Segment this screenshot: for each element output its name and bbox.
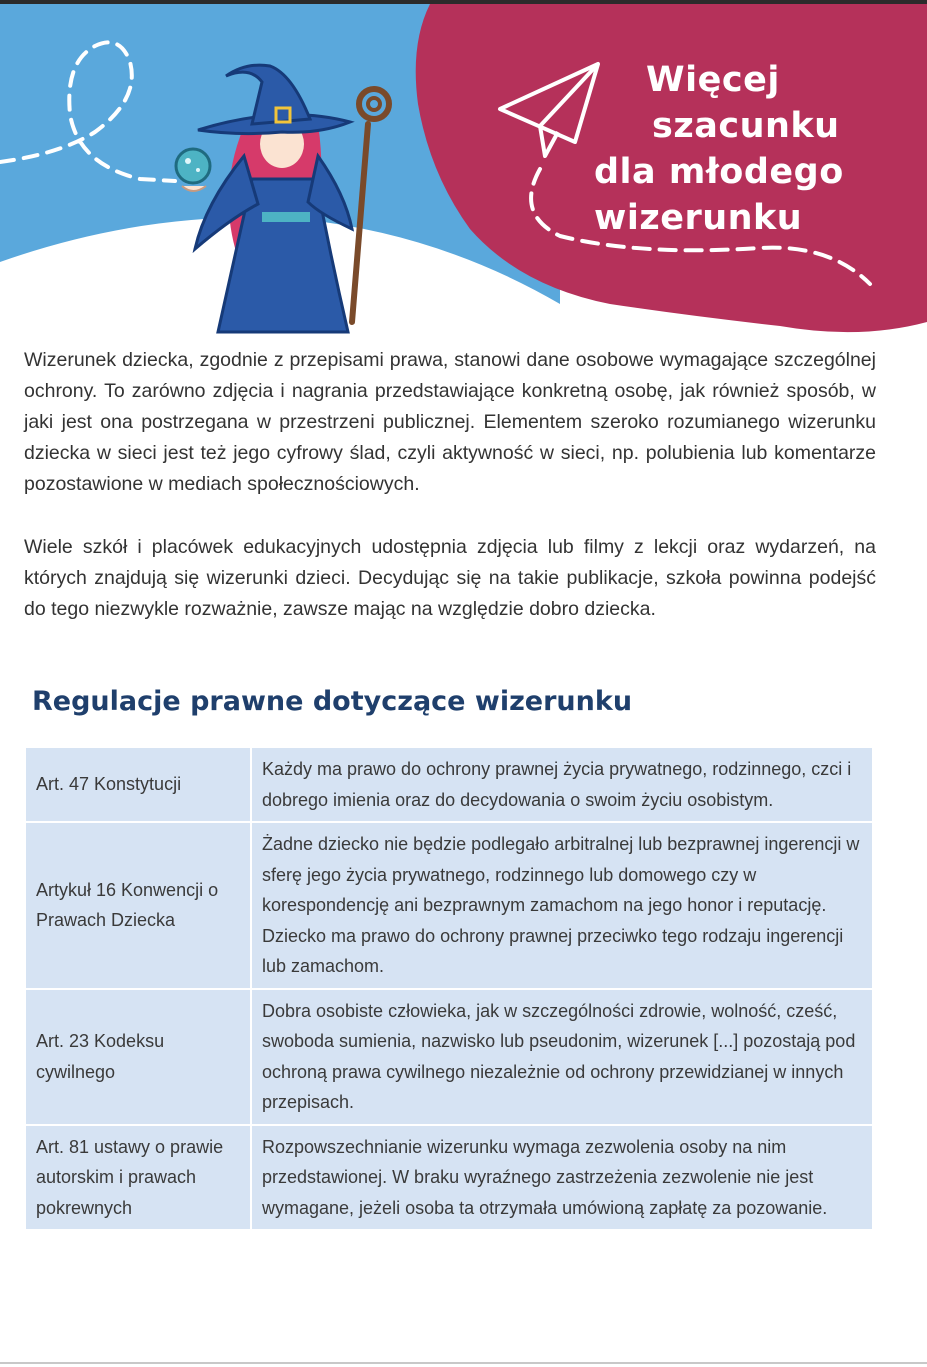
law-text-cell: Żadne dziecko nie będzie podlegało arbitralnej lub bezprawnej ingerencji w sferę jego życia prywatnego, rodzinnego lub domowego czy w korespondencję ani bezprawnym zamachom na jego honor i reputację. Dziecko ma prawo do ochrony prawnej przeciwko tego rodzaju ingerencji lub zamachom. [251,822,873,989]
table-row [25,822,873,989]
header-title-line-1: Więcej [646,60,780,100]
hero-banner [0,4,927,334]
regulations-table [24,746,874,1231]
section-title: Regulacje prawne dotyczące wizerunku [32,686,633,717]
law-text-cell: Rozpowszechnianie wizerunku wymaga zezwolenia osoby na nim przedstawionej. W braku wyraźnego zastrzeżenia zezwolenie nie jest wymagane, jeżeli osoba ta otrzymała umówioną zapłatę za pozowanie. [251,1125,873,1231]
law-name-cell: Art. 23 Kodeksu cywilnego [25,989,251,1125]
bottom-divider [0,1362,927,1364]
law-name-cell: Art. 81 ustawy o prawie autorskim i prawach pokrewnych [25,1125,251,1231]
law-name-cell: Art. 47 Konstytucji [25,747,251,822]
table-row [25,747,873,822]
header-title-line-2: szacunku [652,106,840,146]
header-title-line-4: wizerunku [594,198,803,238]
table-row [25,989,873,1125]
law-text-cell: Dobra osobiste człowieka, jak w szczególności zdrowie, wolność, cześć, swoboda sumienia, nazwisko lub pseudonim, wizerunek [...] pozostają pod ochroną prawa cywilnego niezależnie od ochrony przewidzianej w innych przepisach. [251,989,873,1125]
intro-paragraph-1: Wizerunek dziecka, zgodnie z przepisami prawa, stanowi dane osobowe wymagające szczególnej ochrony. To zarówno zdjęcia i nagrania przedstawiające konkretną osobę, jak również sposób, w jaki jest ona postrzegana w przestrzeni publicznej. Elementem szeroko rozumianego wizerunku dziecka w sieci jest też jego cyfrowy ślad, czyli aktywność w sieci, np. polubienia lub komentarze pozostawione w mediach społecznościowych. [24,349,876,495]
intro-paragraph-2: Wiele szkół i placówek edukacyjnych udostępnia zdjęcia lub filmy z lekcji oraz wydarzeń, na których znajdują się wizerunki dzieci. Decydując się na takie publikacje, szkoła powinna podejść do tego niezwykle rozważnie, zawsze mając na względzie dobro dziecka. [24,536,876,620]
law-text-cell: Każdy ma prawo do ochrony prawnej życia prywatnego, rodzinnego, czci i dobrego imienia oraz do decydowania o swoim życiu osobistym. [251,747,873,822]
header-title-line-3: dla młodego [594,152,844,192]
law-name-cell: Artykuł 16 Konwencji o Prawach Dziecka [25,822,251,989]
table-row [25,1125,873,1231]
